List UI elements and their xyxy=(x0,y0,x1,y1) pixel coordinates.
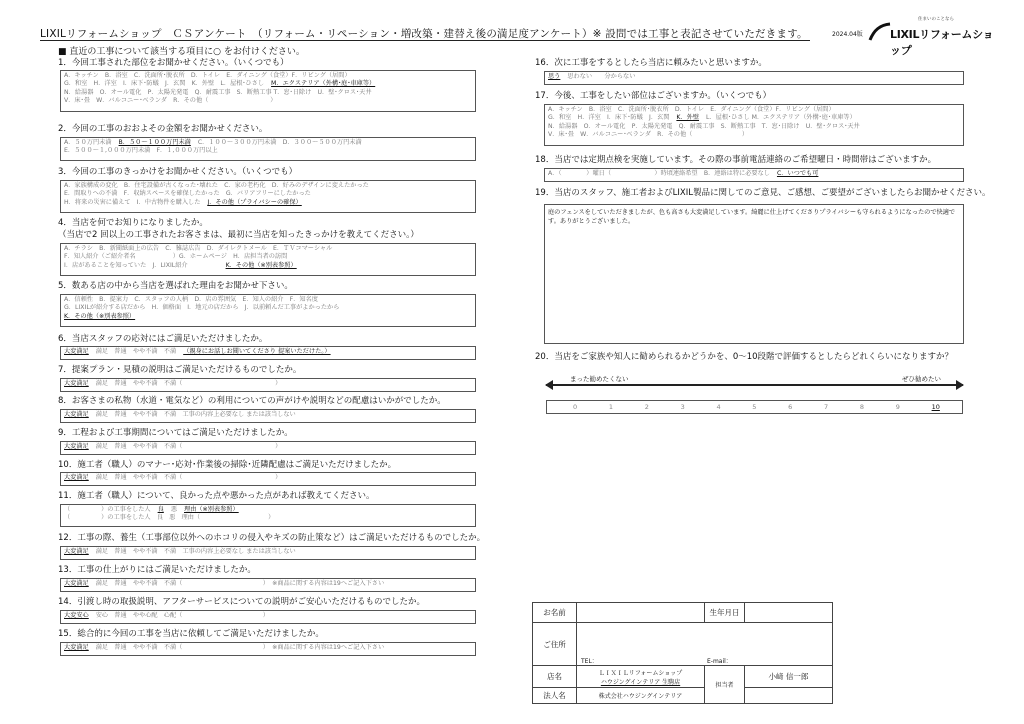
q12-option-line xyxy=(64,548,472,556)
scale-value-5: 5 xyxy=(752,403,757,411)
address-field xyxy=(577,623,833,666)
q8-selected-option: 大変満足 xyxy=(64,411,89,418)
version-date: 2024.04版 xyxy=(832,31,863,38)
scale-value-2: 2 xyxy=(644,403,649,411)
logo-tagline: 住まいのことなら xyxy=(918,17,954,22)
q14-option-line xyxy=(64,612,472,620)
q15-options xyxy=(60,642,476,656)
q17-options xyxy=(544,104,964,146)
store-value-line2: ハウジングインテリア 生駒店 xyxy=(600,678,681,686)
q11-title: 11．施工者（職人）について、良かった点や悪かった点があれば教えてください。 xyxy=(58,491,375,501)
q3-title: 3．今回の工事のきっかけをお聞かせください。（いくつでも） xyxy=(58,167,298,177)
scale-value-6: 6 xyxy=(788,403,793,411)
store-value xyxy=(577,666,705,688)
survey-title: LIXILリフォームショップ ＣＳアンケート （リフォーム・リペーション・増改築・建替え後の満足度アンケート）※ 設問では工事と表記させていただきます。 xyxy=(40,28,808,40)
q1-title: 1．今回工事された部位をお聞かせください。（いくつでも） xyxy=(58,58,289,68)
q10-title: 10．施工者（職人）のマナー･応対･作業後の掃除･近隣配慮はご満足いただけましたか。 xyxy=(58,460,397,470)
q17-option-text: A．キッチン B．浴室 C．洗面所･脱衣所 D．トイレ E．ダイニング（食堂）F．リビング（居間） xyxy=(548,106,835,113)
q13-title: 13．工事の仕上がりにはご満足いただけましたか。 xyxy=(58,565,256,575)
corp-value: 株式会社ハウジングインテリア xyxy=(577,688,705,704)
q11-selected-option: 良 xyxy=(157,506,164,513)
email-label: E-mail： xyxy=(707,658,732,665)
q11-option-text: 悪 xyxy=(170,506,177,513)
q11-options xyxy=(60,504,476,527)
q15-option-text: 満足 普通 やや不満 不満（ ） ※商品に関する内容は19へご記入下さい xyxy=(95,644,385,651)
q17-option-text: N．給湯器 O．オール電化 P．太陽光発電 Q．耐震工事 S．断熱工事 T．窓･日除け U．壁･クロス･天井 xyxy=(548,122,860,130)
q4-subtitle: （当店で2 回以上の工事されたお客さまは、最初に当店を知ったきっかけを教えてください。） xyxy=(58,230,419,240)
q12-title: 12．工事の際、養生（工事部位以外へのホコリの侵入やキズの防止策など）はご満足いただけるものでしたか。 xyxy=(58,533,486,543)
recommend-scale-arrow xyxy=(546,384,963,386)
q3-option-text: A．家族構成の変化 B．住宅設備が古くなった･壊れた C．家の老朽化 D．好みのデザインに変えたかった xyxy=(64,182,369,189)
q4-option-line xyxy=(64,253,472,261)
q17-option-line xyxy=(548,123,960,131)
q4-title: 4．当店を何でお知りになりましたか。 xyxy=(58,218,208,228)
q7-option-line xyxy=(64,380,472,388)
q11-selected-option: 理由（※別表参照） xyxy=(184,506,239,513)
q19-title: 19．当店のスタッフ、施工者およびLIXIL製品に関してのご意見、ご感想、ご要望がございましたらお聞かせください。 xyxy=(535,188,991,198)
q15-selected-option: 大変満足 xyxy=(64,644,89,651)
scale-value-0: 0 xyxy=(573,403,578,411)
q18-options xyxy=(544,168,964,182)
q3-option-line xyxy=(64,199,472,207)
q16-option-text: 思わない 分からない xyxy=(567,73,636,80)
q9-selected-option: 大変満足 xyxy=(64,443,89,450)
q10-option-text: 満足 普通 やや不満 不満（ ） xyxy=(95,474,282,481)
q14-selected-option: 大変安心 xyxy=(64,612,89,619)
q18-selected-option: C．いつでも可 xyxy=(776,170,819,177)
q3-option-text: E．間取りへの不満 F．収納スペースを確保したかった G．バリアフリーにしたかった xyxy=(64,190,311,198)
q11-option-text: （ ）の工事をした人 良 悪 理由（ ） xyxy=(64,514,275,522)
q6-selected-option: （親身にお話しお聞いてくださり 提案いただけた。） xyxy=(183,348,331,355)
scale-left-label: まった勧めたくない xyxy=(570,375,629,383)
q9-option-text: 満足 普通 やや不満 不満（ ） xyxy=(95,443,282,450)
q2-option-line xyxy=(64,147,472,155)
q7-selected-option: 大変満足 xyxy=(64,380,89,387)
q6-option-text: 満足 普通 やや不満 不満 xyxy=(95,348,177,355)
q11-option-text: （ ）の工事をした人 xyxy=(64,506,151,513)
q17-title: 17．今後、工事をしたい部位はございますか。（いくつでも） xyxy=(535,91,772,101)
logo-name: LIXILリフォームショップ xyxy=(890,28,994,57)
q5-title: 5．数ある店の中から当店を選ばれた理由をお聞かせ下さい。 xyxy=(58,281,293,291)
q14-options xyxy=(60,610,476,624)
q4-options xyxy=(60,243,476,276)
q4-option-line xyxy=(64,262,472,270)
q5-options xyxy=(60,294,476,327)
staff-value: 小﨑 信一郎 xyxy=(745,666,833,688)
q1-option-line xyxy=(64,80,472,88)
q15-option-line xyxy=(64,644,472,652)
q7-options xyxy=(60,378,476,392)
q11-option-line xyxy=(64,514,472,522)
q7-title: 7．提案プラン・見積の説明はご満足いただけるものでしたか。 xyxy=(58,365,302,375)
staff-label: 担当者 xyxy=(705,666,745,704)
q17-option-line xyxy=(548,131,960,139)
birth-label: 生年月日 xyxy=(705,603,745,623)
q2-option-text: A．５０万円未満 xyxy=(64,139,112,146)
q13-option-text: 満足 普通 やや不満 不満（ ） ※商品に関する内容は19へご記入下さい xyxy=(95,580,385,587)
customer-info-table xyxy=(532,602,833,704)
q19-answer: 庭のフェンスをしていただきましたが、色も高さも大変満足しています。綺麗に仕上げてくださりプライバシーも守られるようになったので快適です。ありがとうございました。 xyxy=(544,204,964,344)
q1-option-text: G．和室 H．洋室 I．床下･防蟻 J．玄関 K．外壁 L．屋根･ひさし xyxy=(64,80,265,88)
scale-value-7: 7 xyxy=(824,403,829,411)
q1-selected-option: M．エクステリア（外構･庭･車庫等） xyxy=(271,80,376,88)
q18-option-text: A．（ ）曜日（ ）時頃連絡希望 B．連絡は特に必要なし xyxy=(548,170,770,177)
q3-selected-option: J．その他（プライバシーの確保） xyxy=(207,198,302,206)
scale-right-label: ぜひ勧めたい xyxy=(902,375,941,383)
store-label: 店名 xyxy=(533,666,577,688)
q4-selected-option: K．その他（※別表参照） xyxy=(225,261,297,269)
q1-option-text: V．床･畳 W．バルコニー･ベランダ R．その他（ ） xyxy=(64,97,277,105)
q4-option-text: I．店があることを知っていた J．LIXIL紹介 xyxy=(64,261,219,269)
q2-option-text: E．５００～１,０００万円未満 F．１,０００万円以上 xyxy=(64,147,218,155)
q1-option-line xyxy=(64,97,472,105)
q13-selected-option: 大変満足 xyxy=(64,580,89,587)
name-field xyxy=(577,603,705,623)
q18-option-line xyxy=(548,170,960,178)
q2-selected-option: B．５０～１００万円未満 xyxy=(118,139,191,146)
q9-options xyxy=(60,441,476,455)
q4-option-text: F．知人紹介（ご紹介者名 ）G．ホームページ H．店担当者の訪問 xyxy=(64,253,288,261)
q6-option-line xyxy=(64,348,472,356)
q20-title: 20．当店をご家族や知人に勧められるかどうかを、0～10段階で評価するとしたらどれくらいになりますか？ xyxy=(535,352,954,362)
q17-option-line xyxy=(548,114,960,122)
q14-option-text: 安心 普通 やや心配 心配（ ） xyxy=(95,612,269,619)
q8-option-line xyxy=(64,411,472,419)
q6-options xyxy=(60,346,476,360)
q16-selected-option: 思う xyxy=(548,73,561,80)
q9-option-line xyxy=(64,443,472,451)
q5-selected-option: K．その他（※別表参照） xyxy=(64,312,136,320)
scale-value-4: 4 xyxy=(716,403,721,411)
q13-option-line xyxy=(64,580,472,588)
staff-extra xyxy=(745,688,833,704)
q18-title: 18．当店では定期点検を実施しています。その際の事前電話連絡のご希望曜日・時間帯はございますか。 xyxy=(535,155,937,165)
scale-value-1: 1 xyxy=(608,403,613,411)
q7-option-text: 満足 普通 やや不満 不満（ ） xyxy=(95,380,282,387)
q17-option-text: G．和室 H．洋室 I．床下･防蟻 J．玄関 xyxy=(548,114,670,122)
q16-option-line xyxy=(548,73,960,81)
q1-option-text: A．キッチン B．浴室 C．洗面所･脱衣所 D．トイレ E．ダイニング（食堂）F．リビング（居間） xyxy=(64,72,351,79)
lixil-logo xyxy=(868,16,1003,57)
q2-title: 2．今回の工事のおおよその金額をお聞かせください。 xyxy=(58,124,268,134)
scale-value-8: 8 xyxy=(859,403,865,411)
q4-option-text: A．チラシ B．新聞紙面上の広告 C．雑誌広告 D．ダイレクトメール E．ＴＶコマーシャル xyxy=(64,245,333,252)
q8-option-text: 満足 普通 やや不満 不満 工事の内容上必要なし または該当しない xyxy=(95,411,296,418)
q3-options xyxy=(60,180,476,213)
q12-options xyxy=(60,546,476,560)
birth-field xyxy=(745,603,833,623)
q13-options xyxy=(60,578,476,592)
tel-label: TEL： xyxy=(581,658,598,665)
q14-title: 14．引渡し時の取扱説明、アフターサービスについての説明がご安心いただけるものでしたか。 xyxy=(58,597,426,607)
q8-options xyxy=(60,409,476,423)
q5-option-text: A．信頼性 B．提案力 C．スタッフの人柄 D．店の雰囲気 E．知人の紹介 F．知名度 xyxy=(64,296,318,303)
q5-option-line xyxy=(64,304,472,312)
header-rule xyxy=(40,40,810,41)
q15-title: 15．総合的に今回の工事を当店に依頼してご満足いただけましたか。 xyxy=(58,629,324,639)
q1-option-line xyxy=(64,89,472,97)
scale-value-9: 9 xyxy=(895,403,900,411)
q2-option-text: C．１００～３００万円未満 D．３００～５００万円未満 xyxy=(197,139,362,146)
q9-title: 9．工程および工事期間についてはご満足いただけましたか。 xyxy=(58,428,293,438)
scale-value-3: 3 xyxy=(680,403,685,411)
recommend-scale xyxy=(546,400,963,414)
address-label: ご住所 xyxy=(533,623,577,666)
q3-option-text: H．将来の災害に備えて I．中古物件を購入した xyxy=(64,198,201,206)
instruction-text: ■ 直近の工事について該当する項目に○ をお付けください。 xyxy=(58,47,305,57)
q5-option-line xyxy=(64,313,472,321)
q17-option-text: V．床･畳 W．バルコニー･ベランダ R．その他（ ） xyxy=(548,131,749,139)
store-value-line1: ＬＩＸＩＬリフォームショップ xyxy=(598,669,683,677)
q6-selected-option: 大変満足 xyxy=(64,348,89,355)
q10-option-line xyxy=(64,474,472,482)
scale-value-10: 10 xyxy=(931,403,940,411)
q5-option-text: G．LIXILが紹介する店だから H．価格面 I．地元の店だから J．以前頼んだ工事がよかったから xyxy=(64,304,340,312)
q16-options xyxy=(544,71,964,85)
q12-option-text: 満足 普通 やや不満 不満 工事の内容上必要なし または該当しない xyxy=(95,548,296,555)
q17-option-text: L．屋根･ひさし M．エクステリア（外構･庭･車庫等） xyxy=(706,114,856,122)
q10-selected-option: 大変満足 xyxy=(64,474,89,481)
logo-swoosh-icon xyxy=(868,22,892,42)
q1-options xyxy=(60,70,476,112)
name-label: お名前 xyxy=(533,603,577,623)
q16-title: 16．次に工事をするとしたら当店に頼みたいと思いますか。 xyxy=(535,58,767,68)
corp-label: 法人名 xyxy=(533,688,577,704)
q17-selected-option: K．外壁 xyxy=(676,114,700,122)
q10-options xyxy=(60,472,476,486)
q12-selected-option: 大変満足 xyxy=(64,548,89,555)
q8-title: 8．お客さまの私物（水道・電気など）の利用についての声がけや説明などの配慮はいかがでしたか。 xyxy=(58,396,446,406)
q2-options xyxy=(60,137,476,161)
q6-title: 6．当店スタッフの応対にはご満足いただけましたか。 xyxy=(58,334,268,344)
q3-option-line xyxy=(64,190,472,198)
q1-option-text: N．給湯器 O．オール電化 P．太陽光発電 Q．耐震工事 S．断熱工事 T．窓･日除け U．壁･クロス･天井 xyxy=(64,88,372,96)
